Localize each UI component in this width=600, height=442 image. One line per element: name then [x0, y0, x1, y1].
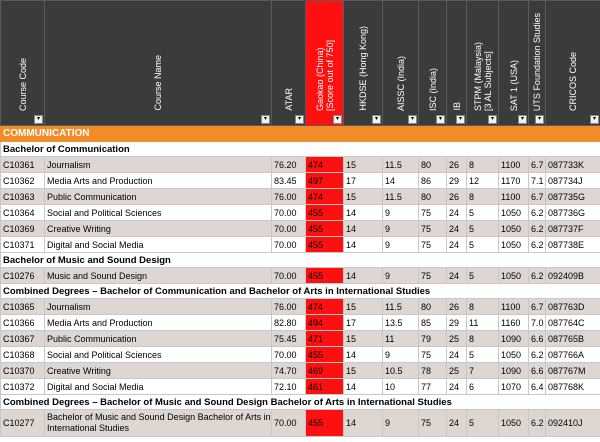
table-cell[interactable]: 76.00: [272, 299, 306, 315]
table-row: [1, 379, 600, 395]
table-cell[interactable]: 70.00: [272, 410, 306, 437]
table-cell[interactable]: 5: [467, 268, 499, 284]
table-cell[interactable]: 14: [344, 237, 383, 253]
table-row: [1, 347, 600, 363]
table-cell[interactable]: 471: [306, 331, 344, 347]
table-cell[interactable]: 1050: [499, 221, 529, 237]
table-cell[interactable]: 83.45: [272, 173, 306, 189]
table-cell[interactable]: 6.6: [529, 363, 546, 379]
table-row: [1, 268, 600, 284]
table-row: [1, 299, 600, 315]
table-cell[interactable]: 6.7: [529, 157, 546, 173]
table-cell[interactable]: 9: [383, 347, 419, 363]
table-cell[interactable]: 9: [383, 268, 419, 284]
table-cell[interactable]: 1160: [499, 315, 529, 331]
table-cell[interactable]: 12: [467, 173, 499, 189]
table-cell[interactable]: Bachelor of Music and Sound Design Bachelor of Arts in International Studies: [45, 410, 272, 437]
table-cell[interactable]: 087764C: [546, 315, 600, 331]
table-cell[interactable]: C10361: [1, 157, 45, 173]
table-cell[interactable]: 087737F: [546, 221, 600, 237]
column-header-0: [1, 1, 45, 126]
table-cell[interactable]: 087735G: [546, 189, 600, 205]
table-cell[interactable]: 74.70: [272, 363, 306, 379]
table-cell[interactable]: 1050: [499, 237, 529, 253]
table-cell[interactable]: Journalism: [45, 299, 272, 315]
table-cell[interactable]: C10366: [1, 315, 45, 331]
table-cell[interactable]: 15: [344, 157, 383, 173]
table-cell[interactable]: 9: [383, 221, 419, 237]
column-header-label: Course Name: [153, 55, 163, 111]
table-cell[interactable]: Public Communication: [45, 189, 272, 205]
table-cell[interactable]: 10: [383, 379, 419, 395]
table-cell[interactable]: 8: [467, 189, 499, 205]
column-header-6: [419, 1, 447, 126]
table-cell[interactable]: Media Arts and Production: [45, 315, 272, 331]
table-cell[interactable]: 79: [419, 331, 447, 347]
column-header-11: [546, 1, 600, 126]
column-header-label: CRICOS Code: [568, 51, 578, 111]
table-cell[interactable]: Digital and Social Media: [45, 237, 272, 253]
table-cell[interactable]: 087733K: [546, 157, 600, 173]
table-row: [1, 331, 600, 347]
table-cell[interactable]: 24: [447, 205, 467, 221]
table-cell[interactable]: 1100: [499, 189, 529, 205]
table-cell[interactable]: 474: [306, 189, 344, 205]
table-cell[interactable]: 8: [467, 157, 499, 173]
table-cell[interactable]: 092409B: [546, 268, 600, 284]
column-header-8: [467, 1, 499, 126]
column-header-10: [529, 1, 546, 126]
table-cell[interactable]: 497: [306, 173, 344, 189]
table-cell[interactable]: 469: [306, 363, 344, 379]
table-cell[interactable]: 15: [344, 189, 383, 205]
table-cell[interactable]: 1100: [499, 157, 529, 173]
filter-dropdown-icon[interactable]: ▾: [333, 115, 342, 124]
table-cell[interactable]: 1090: [499, 331, 529, 347]
table-cell[interactable]: 8: [467, 331, 499, 347]
table-cell[interactable]: 1090: [499, 363, 529, 379]
filter-dropdown-icon[interactable]: ▾: [535, 115, 544, 124]
group-title: Bachelor of Communication: [1, 142, 600, 157]
group-title: Combined Degrees – Bachelor of Music and Sound Design Bachelor of Arts in International Studies: [1, 395, 600, 410]
table-cell[interactable]: 15: [344, 363, 383, 379]
column-header-label: Gaokao (China) [Score out of 750]: [314, 39, 335, 111]
table-cell[interactable]: 5: [467, 347, 499, 363]
table-cell[interactable]: C10365: [1, 299, 45, 315]
table-cell[interactable]: 474: [306, 157, 344, 173]
table-cell[interactable]: 087766A: [546, 347, 600, 363]
column-header-9: [499, 1, 529, 126]
table-cell[interactable]: 9: [383, 237, 419, 253]
column-header-label: IB: [451, 102, 462, 111]
table-cell[interactable]: 72.10: [272, 379, 306, 395]
table-cell[interactable]: 14: [344, 221, 383, 237]
section-header: COMMUNICATION: [1, 126, 600, 142]
table-cell[interactable]: 70.00: [272, 268, 306, 284]
table-cell[interactable]: 77: [419, 379, 447, 395]
table-cell[interactable]: 6.2: [529, 410, 546, 437]
table-cell[interactable]: 11.5: [383, 299, 419, 315]
table-cell[interactable]: 087763D: [546, 299, 600, 315]
table-cell[interactable]: C10277: [1, 410, 45, 437]
filter-dropdown-icon[interactable]: ▾: [456, 115, 465, 124]
table-cell[interactable]: Music and Sound Design: [45, 268, 272, 284]
table-cell[interactable]: 494: [306, 315, 344, 331]
table-cell[interactable]: C10371: [1, 237, 45, 253]
column-header-1: [45, 1, 272, 126]
table-row: [1, 237, 600, 253]
table-cell[interactable]: 25: [447, 331, 467, 347]
column-header-label: AISSC (India): [395, 55, 406, 111]
table-cell[interactable]: 82.80: [272, 315, 306, 331]
table-cell[interactable]: 087734J: [546, 173, 600, 189]
table-cell[interactable]: 1050: [499, 410, 529, 437]
column-header-label: ISC (India): [427, 67, 438, 111]
table-cell[interactable]: C10367: [1, 331, 45, 347]
table-cell[interactable]: 6.6: [529, 331, 546, 347]
column-header-label: Course Code: [17, 57, 28, 111]
column-header-label: UTS Foundation Studies: [532, 12, 542, 111]
filter-dropdown-icon[interactable]: ▾: [408, 115, 417, 124]
table-cell[interactable]: 14: [383, 173, 419, 189]
table-cell[interactable]: C10363: [1, 189, 45, 205]
table-cell[interactable]: 6.2: [529, 268, 546, 284]
table-cell[interactable]: 6.4: [529, 379, 546, 395]
table-cell[interactable]: 15: [344, 299, 383, 315]
table-cell[interactable]: 75: [419, 237, 447, 253]
table-cell[interactable]: 087736G: [546, 205, 600, 221]
table-cell[interactable]: 455: [306, 268, 344, 284]
group-title: Bachelor of Music and Sound Design: [1, 253, 600, 268]
table-cell[interactable]: 6.7: [529, 299, 546, 315]
table-cell[interactable]: 70.00: [272, 221, 306, 237]
table-cell[interactable]: 461: [306, 379, 344, 395]
table-cell[interactable]: 8: [467, 299, 499, 315]
column-header-label: STPM (Malaysia) [3 AL Subjects]: [472, 41, 493, 111]
table-cell[interactable]: 087738E: [546, 237, 600, 253]
table-cell[interactable]: 455: [306, 410, 344, 437]
table-cell[interactable]: 80: [419, 189, 447, 205]
table-cell[interactable]: 13.5: [383, 315, 419, 331]
table-cell[interactable]: 24: [447, 237, 467, 253]
table-cell[interactable]: C10370: [1, 363, 45, 379]
filter-dropdown-icon[interactable]: ▾: [34, 115, 43, 124]
table-cell[interactable]: 26: [447, 157, 467, 173]
table-cell[interactable]: 14: [344, 268, 383, 284]
table-cell[interactable]: 087767M: [546, 363, 600, 379]
table-cell[interactable]: 15: [344, 331, 383, 347]
table-cell[interactable]: 5: [467, 237, 499, 253]
table-row: [1, 205, 600, 221]
filter-dropdown-icon[interactable]: ▾: [518, 115, 527, 124]
group-title: Combined Degrees – Bachelor of Communication and Bachelor of Arts in International Studies: [1, 284, 600, 299]
filter-dropdown-icon[interactable]: ▾: [590, 115, 599, 124]
table-cell[interactable]: 6: [467, 379, 499, 395]
table-cell[interactable]: 11.5: [383, 157, 419, 173]
table-cell[interactable]: 75: [419, 205, 447, 221]
table-cell[interactable]: 75: [419, 221, 447, 237]
table-cell[interactable]: 455: [306, 237, 344, 253]
table-cell[interactable]: 75: [419, 268, 447, 284]
table-cell[interactable]: 24: [447, 268, 467, 284]
table-cell[interactable]: 7.0: [529, 315, 546, 331]
table-cell[interactable]: 9: [383, 410, 419, 437]
table-cell[interactable]: Journalism: [45, 157, 272, 173]
table-cell[interactable]: Public Communication: [45, 331, 272, 347]
filter-dropdown-icon[interactable]: ▾: [295, 115, 304, 124]
column-header-5: [383, 1, 419, 126]
table-cell[interactable]: 78: [419, 363, 447, 379]
table-cell[interactable]: 29: [447, 315, 467, 331]
table-cell[interactable]: C10369: [1, 221, 45, 237]
table-cell[interactable]: 1100: [499, 299, 529, 315]
table-row: [1, 315, 600, 331]
table-cell[interactable]: 76.00: [272, 189, 306, 205]
table-row: [1, 363, 600, 379]
table-cell[interactable]: 24: [447, 379, 467, 395]
table-cell[interactable]: 80: [419, 299, 447, 315]
table-cell[interactable]: C10368: [1, 347, 45, 363]
table-cell[interactable]: 5: [467, 205, 499, 221]
table-cell[interactable]: 1070: [499, 379, 529, 395]
column-header-4: [344, 1, 383, 126]
table-cell[interactable]: 75: [419, 347, 447, 363]
table-cell[interactable]: C10276: [1, 268, 45, 284]
column-header-3: [306, 1, 344, 126]
table-cell[interactable]: Social and Political Sciences: [45, 347, 272, 363]
table-cell[interactable]: 86: [419, 173, 447, 189]
table-cell[interactable]: 17: [344, 315, 383, 331]
table-cell[interactable]: 5: [467, 410, 499, 437]
table-row: [1, 221, 600, 237]
table-cell[interactable]: 70.00: [272, 205, 306, 221]
table-cell[interactable]: 6.2: [529, 237, 546, 253]
table-cell[interactable]: 455: [306, 221, 344, 237]
table-cell[interactable]: Media Arts and Production: [45, 173, 272, 189]
table-cell[interactable]: 5: [467, 221, 499, 237]
table-cell[interactable]: Creative Writing: [45, 363, 272, 379]
table-row: [1, 157, 600, 173]
table-cell[interactable]: 75.45: [272, 331, 306, 347]
table-cell[interactable]: 24: [447, 410, 467, 437]
table-cell[interactable]: 11: [383, 331, 419, 347]
table-cell[interactable]: Digital and Social Media: [45, 379, 272, 395]
table-cell[interactable]: 26: [447, 189, 467, 205]
table-cell[interactable]: 14: [344, 410, 383, 437]
table-cell[interactable]: 6.2: [529, 205, 546, 221]
table-cell[interactable]: 6.2: [529, 221, 546, 237]
table-cell[interactable]: Creative Writing: [45, 221, 272, 237]
table-cell[interactable]: C10364: [1, 205, 45, 221]
filter-dropdown-icon[interactable]: ▾: [436, 115, 445, 124]
table-cell[interactable]: 7.1: [529, 173, 546, 189]
table-cell[interactable]: 17: [344, 173, 383, 189]
table-cell[interactable]: 76.20: [272, 157, 306, 173]
filter-dropdown-icon[interactable]: ▾: [261, 115, 270, 124]
table-cell[interactable]: 087768K: [546, 379, 600, 395]
table-cell[interactable]: 14: [344, 205, 383, 221]
table-cell[interactable]: 6.7: [529, 189, 546, 205]
table-cell[interactable]: 1170: [499, 173, 529, 189]
table-cell[interactable]: 80: [419, 157, 447, 173]
column-header-label: ATAR: [283, 88, 294, 111]
table-cell[interactable]: 455: [306, 205, 344, 221]
table-cell[interactable]: 087765B: [546, 331, 600, 347]
table-cell[interactable]: 092410J: [546, 410, 600, 437]
table-cell[interactable]: 75: [419, 410, 447, 437]
table-cell[interactable]: 11.5: [383, 189, 419, 205]
table-cell[interactable]: 6.2: [529, 347, 546, 363]
table-row: [1, 173, 600, 189]
table-cell[interactable]: 474: [306, 299, 344, 315]
table-cell[interactable]: 14: [344, 347, 383, 363]
column-header-label: SAT 1 (USA): [508, 59, 519, 111]
table-cell[interactable]: 11: [467, 315, 499, 331]
table-cell[interactable]: 1050: [499, 205, 529, 221]
column-header-2: [272, 1, 306, 126]
table-cell[interactable]: 25: [447, 363, 467, 379]
table-cell[interactable]: 1050: [499, 347, 529, 363]
table-cell[interactable]: 70.00: [272, 347, 306, 363]
table-cell[interactable]: 7: [467, 363, 499, 379]
table-cell[interactable]: 29: [447, 173, 467, 189]
table-cell[interactable]: Social and Political Sciences: [45, 205, 272, 221]
table-cell[interactable]: 24: [447, 221, 467, 237]
table-cell[interactable]: 1050: [499, 268, 529, 284]
filter-dropdown-icon[interactable]: ▾: [372, 115, 381, 124]
table-cell[interactable]: 455: [306, 347, 344, 363]
table-cell[interactable]: 10.5: [383, 363, 419, 379]
table-cell[interactable]: 24: [447, 347, 467, 363]
table-cell[interactable]: 14: [344, 379, 383, 395]
table-cell[interactable]: 70.00: [272, 237, 306, 253]
column-header-label: HKDSE (Hong Kong): [358, 26, 368, 111]
table-cell[interactable]: 85: [419, 315, 447, 331]
column-header-7: [447, 1, 467, 126]
table-cell[interactable]: 26: [447, 299, 467, 315]
table-cell[interactable]: 9: [383, 205, 419, 221]
table-cell[interactable]: C10372: [1, 379, 45, 395]
filter-dropdown-icon[interactable]: ▾: [488, 115, 497, 124]
table-row: [1, 410, 600, 437]
table-cell[interactable]: C10362: [1, 173, 45, 189]
table-row: [1, 189, 600, 205]
